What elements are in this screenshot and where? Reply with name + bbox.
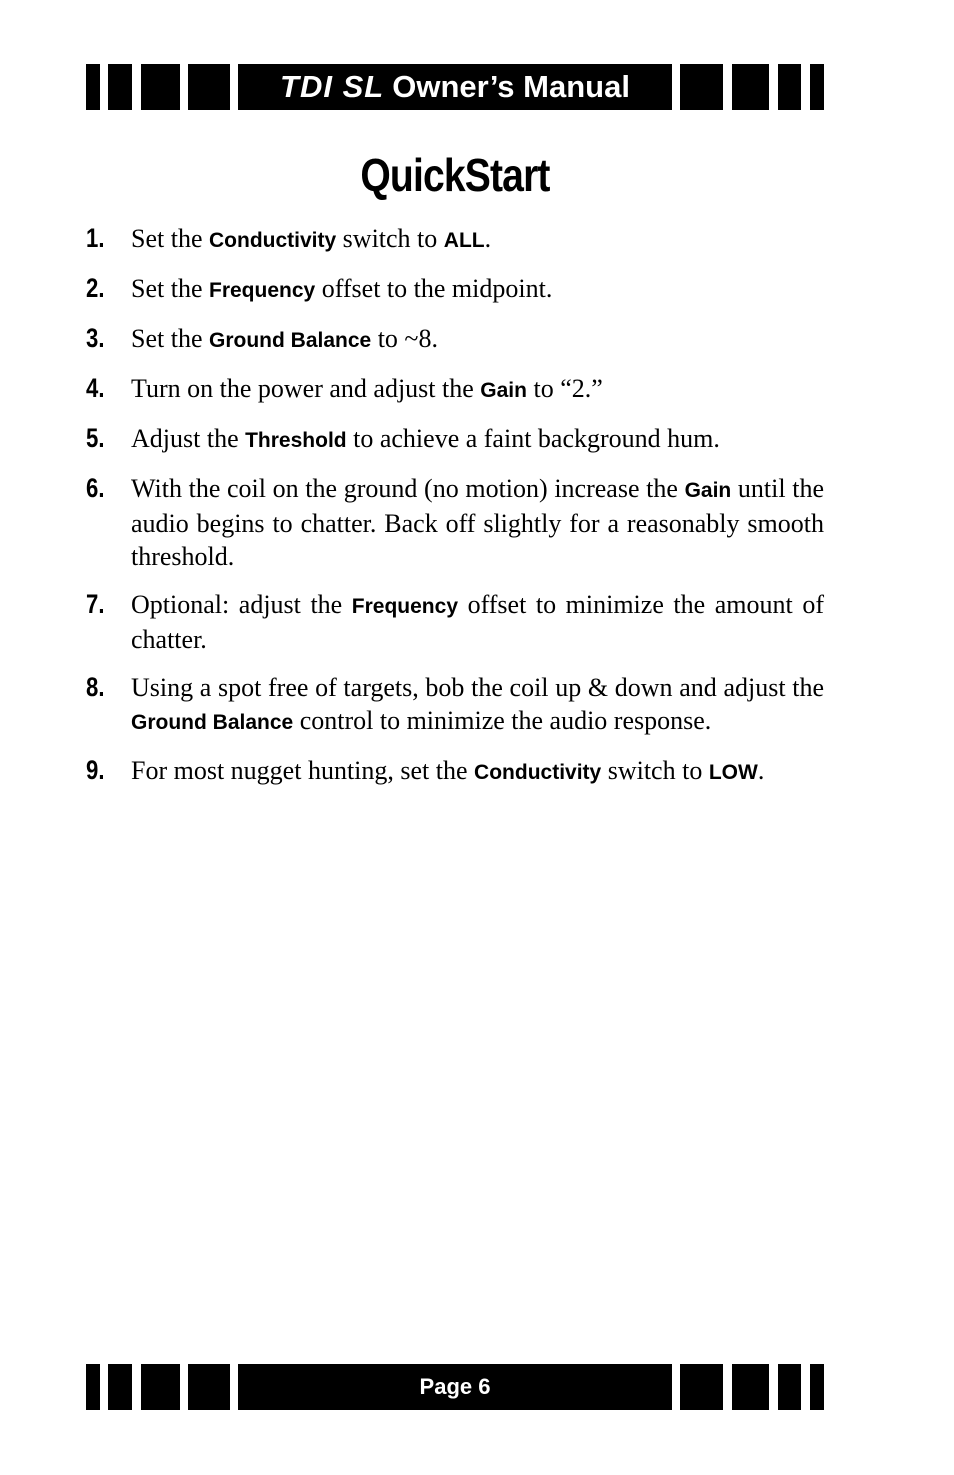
control-name: Gain xyxy=(480,379,527,402)
step-number: 2. xyxy=(86,273,105,303)
control-name: ALL xyxy=(443,229,485,252)
page-number: Page 6 xyxy=(419,1374,491,1399)
control-name: Conductivity xyxy=(209,229,337,252)
step-text: Set the xyxy=(131,324,209,353)
quickstart-steps xyxy=(86,222,824,789)
step-text: For most nugget hunting, set the xyxy=(131,756,475,785)
step-number: 1. xyxy=(86,223,105,253)
footer-block xyxy=(141,1364,180,1410)
page-title: QuickStart xyxy=(360,149,550,201)
step-text: Adjust the xyxy=(131,424,246,453)
header-title-box xyxy=(238,64,672,110)
control-name: LOW xyxy=(708,761,758,784)
step-text: to “2.” xyxy=(526,374,603,403)
step-item xyxy=(86,272,824,307)
step-text: . xyxy=(757,756,765,785)
brand-name: TDI SL xyxy=(280,69,385,104)
header-block xyxy=(810,64,824,110)
step-item xyxy=(86,372,824,407)
step-text: Set the xyxy=(131,224,209,253)
step-text: Set the xyxy=(131,274,209,303)
header-block xyxy=(188,64,230,110)
manual-title: Owner’s Manual xyxy=(392,69,630,104)
header-block xyxy=(778,64,801,110)
footer-bar xyxy=(86,1364,824,1410)
footer-block xyxy=(108,1364,132,1410)
step-text: control to minimize the audio response. xyxy=(293,706,712,735)
control-name: Gain xyxy=(684,479,732,502)
step-text: With the coil on the ground (no motion) increase the xyxy=(131,474,685,503)
footer-block xyxy=(732,1364,769,1410)
footer-block xyxy=(188,1364,230,1410)
control-name: Conductivity xyxy=(474,761,602,784)
step-item xyxy=(86,222,824,257)
step-item xyxy=(86,422,824,457)
step-text: offset to the midpoint. xyxy=(315,274,553,303)
header-block xyxy=(141,64,180,110)
control-name: Threshold xyxy=(245,429,347,452)
header-block xyxy=(108,64,132,110)
header-block xyxy=(732,64,769,110)
step-text: Using a spot free of targets, bob the coil up & down and adjust the xyxy=(131,673,824,702)
step-number: 3. xyxy=(86,323,105,353)
control-name: Frequency xyxy=(351,595,458,618)
step-number: 8. xyxy=(86,672,105,702)
step-number: 7. xyxy=(86,589,105,619)
footer-block xyxy=(86,1364,100,1410)
step-text: Turn on the power and adjust the xyxy=(131,374,481,403)
header-block xyxy=(86,64,100,110)
header-bar xyxy=(86,64,824,110)
step-item xyxy=(86,322,824,357)
control-name: Ground Balance xyxy=(131,711,294,734)
header-block xyxy=(680,64,723,110)
step-text: until the audio begins to chatter. Back off slightly for a reasonably smooth threshold. xyxy=(131,474,825,571)
step-item xyxy=(86,588,824,656)
control-name: Ground Balance xyxy=(209,329,372,352)
step-text: switch to xyxy=(601,756,709,785)
control-name: Frequency xyxy=(209,279,316,302)
step-number: 5. xyxy=(86,423,105,453)
page-number-box xyxy=(238,1364,672,1410)
step-item xyxy=(86,671,824,739)
step-item xyxy=(86,472,824,573)
step-number: 4. xyxy=(86,373,105,403)
step-number: 9. xyxy=(86,755,105,785)
step-text: . xyxy=(484,224,492,253)
footer-block xyxy=(680,1364,723,1410)
step-item xyxy=(86,754,824,789)
step-text: offset to minimize the amount of chatter. xyxy=(131,590,824,654)
step-text: Optional: adjust the xyxy=(131,590,352,619)
step-text: to achieve a faint background hum. xyxy=(346,424,720,453)
step-text: to ~8. xyxy=(371,324,438,353)
footer-block xyxy=(778,1364,801,1410)
step-number: 6. xyxy=(86,473,105,503)
step-text: switch to xyxy=(336,224,444,253)
footer-block xyxy=(810,1364,824,1410)
